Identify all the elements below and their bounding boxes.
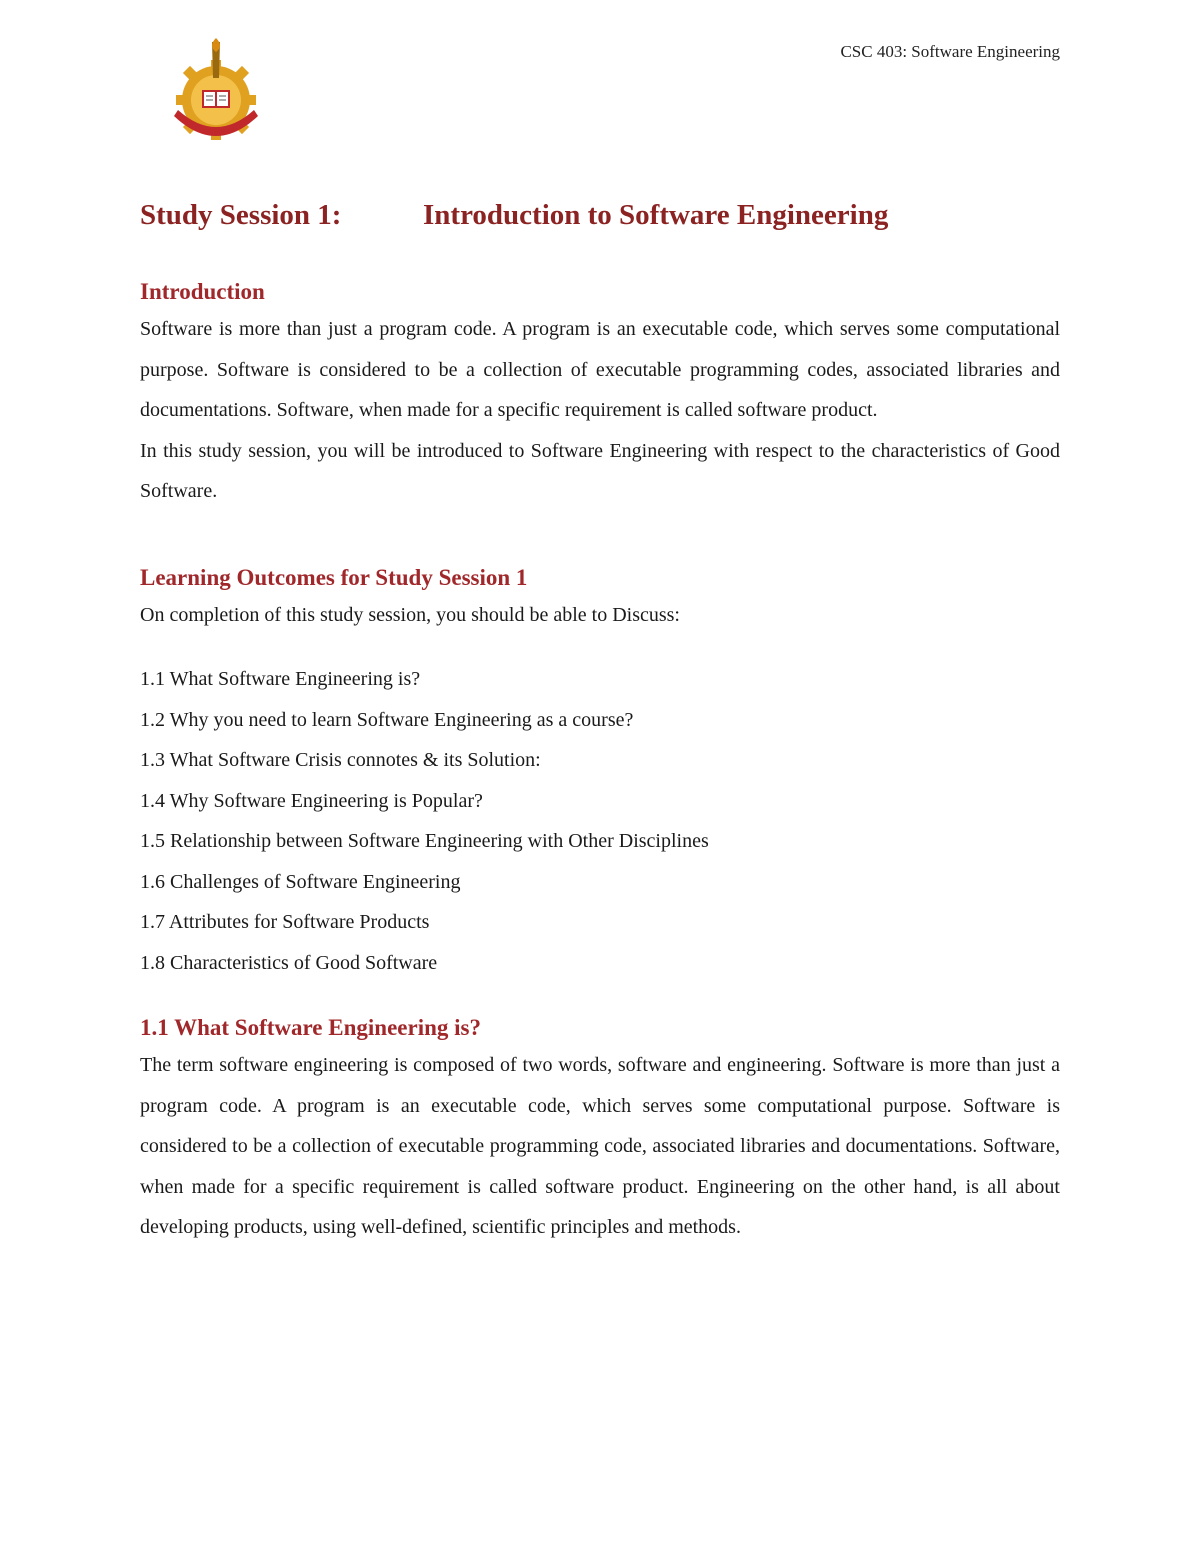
list-item: 1.2 Why you need to learn Software Engineering as a course? (140, 708, 634, 731)
list-item: 1.4 Why Software Engineering is Popular? (140, 789, 483, 812)
introduction-paragraph-1: Software is more than just a program code. A program is an executable code, which serves some computational purpose. Software is considered to be a collection of executable programming codes, associated libraries and documentations. Software, when made for a specific requirement is called software product. (140, 318, 1060, 421)
session-title (140, 190, 1060, 240)
list-item: 1.3 What Software Crisis connotes & its Solution: (140, 749, 541, 771)
list-item: 1.6 Challenges of Software Engineering (140, 870, 461, 893)
introduction-heading: Introduction (140, 279, 265, 304)
university-crest-icon (166, 38, 266, 148)
session-title-text: Introduction to Software Engineering (423, 199, 889, 231)
list-item: 1.8 Characteristics of Good Software (140, 951, 438, 974)
session-number: Study Session 1: (140, 199, 342, 231)
running-header: CSC 403: Software Engineering (840, 42, 1060, 61)
learning-outcomes-lead: On completion of this study session, you should be able to Discuss: (140, 603, 680, 626)
document-body (140, 190, 1060, 1248)
learning-outcomes-list (140, 659, 1060, 983)
list-item: 1.1 What Software Engineering is? (140, 668, 421, 690)
section-1-1-paragraph: The term software engineering is composed of two words, software and engineering. Software is more than just a program code. A program is an executable code, which serves some computational purpose. Software is considered to be a collection of executable programming code, associated libraries and documentations. Software, when made for a specific requirement is called software product. Engineering on the other hand, is all about developing products, using well-defined, scientific principles and methods. (140, 1054, 1060, 1238)
list-item: 1.5 Relationship between Software Engineering with Other Disciplines (140, 830, 709, 852)
list-item: 1.7 Attributes for Software Products (140, 911, 430, 933)
section-1-1-heading: 1.1 What Software Engineering is? (140, 1015, 481, 1040)
learning-outcomes-heading: Learning Outcomes for Study Session 1 (140, 564, 528, 590)
introduction-paragraph-2: In this study session, you will be introduced to Software Engineering with respect to the characteristics of Good Software. (140, 439, 1060, 502)
